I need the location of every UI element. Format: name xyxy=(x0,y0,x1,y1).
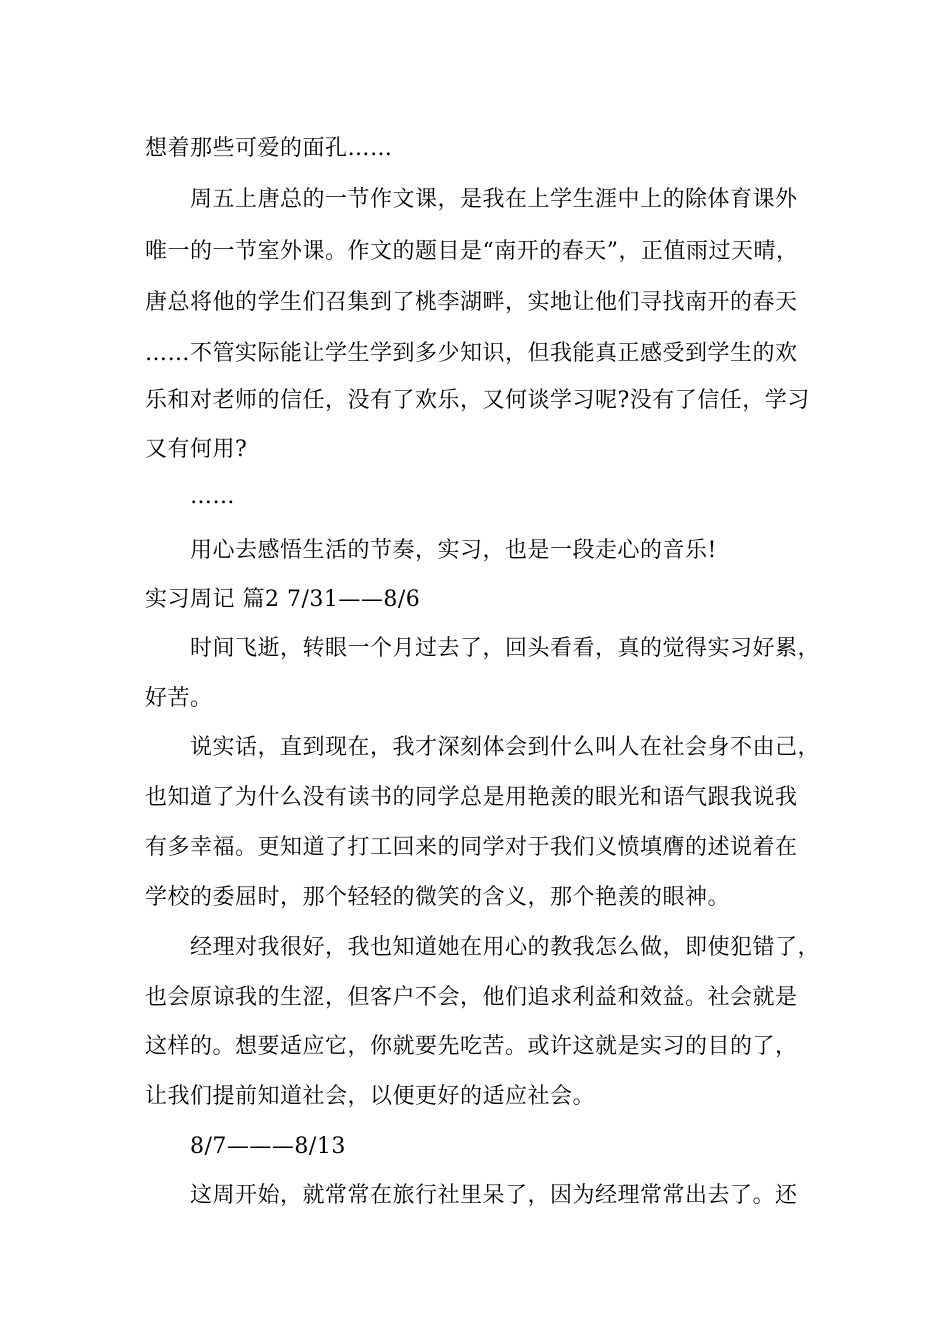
ellipsis-line: …… xyxy=(190,484,235,509)
text-line: 唐总将他的学生们召集到了桃李湖畔，实地让他们寻找南开的春天 xyxy=(145,290,798,315)
text-line: 这样的。想要适应它，你就要先吃苦。或许这就是实习的目的了， xyxy=(145,1034,798,1059)
text-line: 学校的委屈时，那个轻轻的微笑的含义，那个艳羡的眼神。 xyxy=(145,885,731,910)
paragraph-start-line: 说实话，直到现在，我才深刻体会到什么叫人在社会身不由己， xyxy=(190,735,821,760)
date-range-heading: 8/7———8/13 xyxy=(190,1134,346,1159)
text-line: 乐和对老师的信任，没有了欢乐，又何谈学习呢?没有了信任，学习 xyxy=(145,388,810,413)
text-line: 唯一的一节室外课。作文的题目是“南开的春天”，正值雨过天晴， xyxy=(145,239,799,264)
paragraph-start-line: 这周开始，就常常在旅行社里呆了，因为经理常常出去了。还 xyxy=(190,1183,798,1208)
text-line: 也知道了为什么没有读书的同学总是用艳羡的眼光和语气跟我说我 xyxy=(145,785,798,810)
text-line: ……不管实际能让学生学到多少知识，但我能真正感受到学生的欢 xyxy=(145,341,798,366)
text-line: 让我们提前知道社会，以便更好的适应社会。 xyxy=(145,1084,596,1109)
text-line: 想着那些可爱的面孔…… xyxy=(145,136,393,161)
text-line: 有多幸福。更知道了打工回来的同学对于我们义愤填膺的述说着在 xyxy=(145,835,798,860)
text-line: 也会原谅我的生涩，但客户不会，他们追求利益和效益。社会就是 xyxy=(145,985,798,1010)
paragraph-start-line: 经理对我很好，我也知道她在用心的教我怎么做，即使犯错了， xyxy=(190,935,821,960)
section-heading: 实习周记 篇2 7/31——8/6 xyxy=(145,587,421,612)
text-line: 好苦。 xyxy=(145,686,213,711)
text-line: 又有何用? xyxy=(145,437,248,462)
paragraph-start-line: 时间飞逝，转眼一个月过去了，回头看看，真的觉得实习好累， xyxy=(190,636,821,661)
paragraph-start-line: 周五上唐总的一节作文课，是我在上学生涯中上的除体育课外 xyxy=(190,187,798,212)
paragraph-start-line: 用心去感悟生活的节奏，实习，也是一段走心的音乐! xyxy=(190,538,717,563)
